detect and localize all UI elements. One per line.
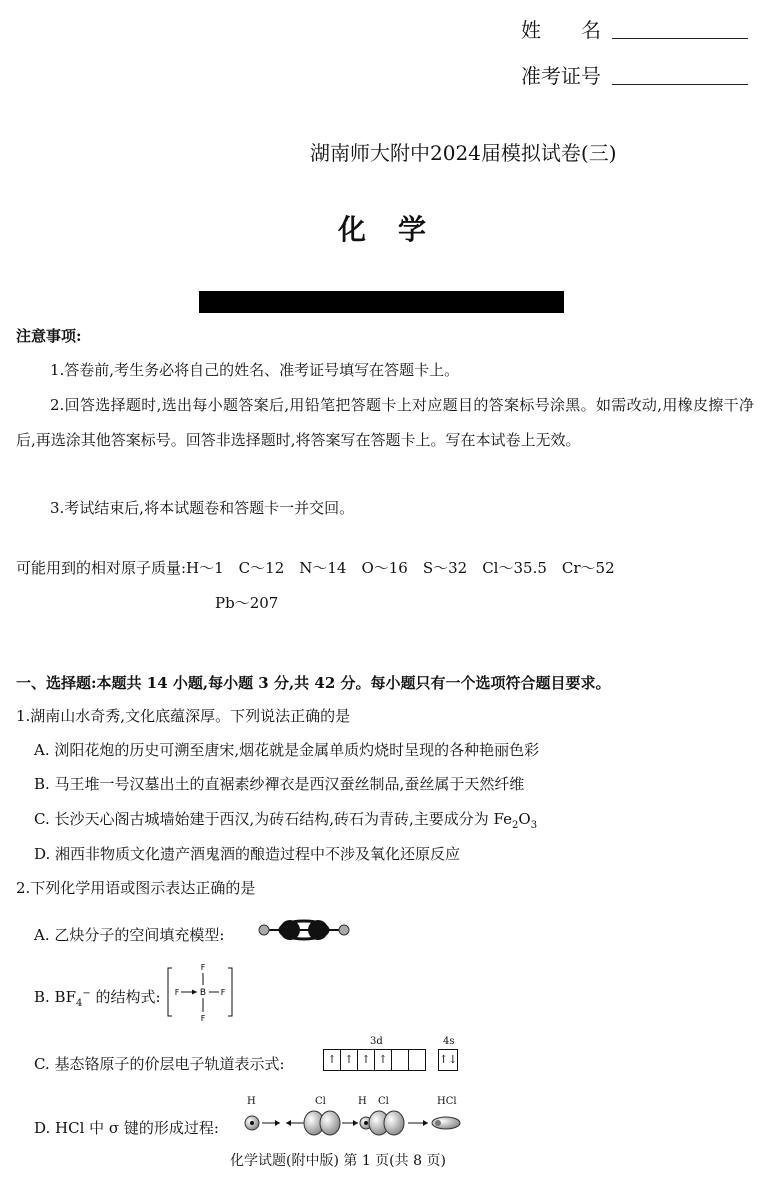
orbital-3d-box-4: ↑ (375, 1050, 392, 1071)
note-item-3: 3.考试结束后,将本试题卷和答题卡一并交回。 (50, 499, 355, 517)
orbital-3d-box-2: ↑ (341, 1050, 358, 1071)
name-input-line[interactable] (612, 38, 748, 39)
orbital-3d-box-3: ↑ (358, 1050, 375, 1071)
hcl-label-cl-2: Cl (378, 1096, 389, 1107)
q2-stem: 2.下列化学用语或图示表达正确的是 (16, 879, 256, 897)
atomic-mass-line-2: Pb～207 (215, 594, 279, 612)
note-item-1: 1.答卷前,考生务必将自己的姓名、准考证号填写在答题卡上。 (50, 361, 460, 379)
notes-heading: 注意事项: (16, 327, 82, 345)
redaction-bar (199, 291, 564, 313)
hcl-label-hcl: HCl (437, 1096, 457, 1107)
q2-option-b-text: B. BF (34, 988, 76, 1006)
q2-b-sub: 4 (76, 998, 83, 1009)
hcl-label-cl-1: Cl (315, 1096, 326, 1107)
subject-title: 化 学 (338, 213, 429, 246)
orbital-3d-box-6 (409, 1050, 426, 1071)
orbital-3d-box-1: ↑ (324, 1050, 341, 1071)
q1-c-sub-1: 2 (512, 820, 519, 831)
orbital-3d-box-5 (392, 1050, 409, 1071)
exam-id-input-line[interactable] (612, 84, 748, 85)
q2-option-b-suffix: 的结构式: (90, 988, 161, 1006)
orbital-4s-cell: ↑↓ (439, 1050, 458, 1071)
exam-title: 湖南师大附中2024届模拟试卷(三) (310, 141, 617, 165)
q2-option-d: D. HCl 中 σ 键的形成过程: (34, 1119, 219, 1137)
q1-option-a: A. 浏阳花炮的历史可溯至唐宋,烟花就是金属单质灼烧时呈现的各种艳丽色彩 (34, 741, 540, 759)
hcl-label-h-2: H (358, 1096, 367, 1107)
q1-stem: 1.湖南山水奇秀,文化底蕴深厚。下列说法正确的是 (16, 707, 351, 725)
orbital-3d-boxes (323, 1049, 426, 1071)
exam-id-label: 准考证号 (521, 64, 601, 88)
bf4-f-top: F (200, 963, 206, 972)
bf4-f-bottom: F (200, 1014, 206, 1023)
q1-option-c (34, 809, 537, 836)
q1-option-b: B. 马王堆一号汉墓出土的直裾素纱襌衣是西汉蚕丝制品,蚕丝属于天然纤维 (34, 775, 525, 793)
orbital-4s-box (438, 1049, 458, 1071)
bf4-f-left: F (174, 988, 180, 997)
q2-b-sup: − (82, 988, 91, 999)
bf4-f-right: F (220, 988, 226, 997)
atomic-mass-line-1: 可能用到的相对原子质量:H～1 C～12 N～14 O～16 S～32 Cl～35.5 Cr～52 (16, 559, 615, 577)
section-1-heading: 一、选择题:本题共 14 小题,每小题 3 分,共 42 分。每小题只有一个选项符合题目要求。 (16, 674, 611, 692)
hcl-label-h-1: H (247, 1096, 256, 1107)
q1-option-c-text: C. 长沙天心阁古城墙始建于西汉,为砖石结构,砖石为青砖,主要成分为 Fe (34, 810, 513, 828)
acetylene-space-filling-model (256, 916, 352, 944)
hcl-sigma-bond-diagram (242, 1107, 466, 1139)
note-item-2: 2.回答选择题时,选出每小题答案后,用铅笔把答题卡上对应题目的答案标号涂黑。如需改动,用橡皮擦干净后,再选涂其他答案标号。回答非选择题时,将答案写在答题卡上。写在本试卷上无效。 (16, 396, 754, 449)
orbital-label-3d: 3d (370, 1036, 383, 1047)
name-label: 姓 名 (521, 18, 601, 42)
page-footer: 化学试题(附中版) 第 1 页(共 8 页) (230, 1153, 446, 1169)
q1-c-oxygen: O (518, 810, 531, 828)
bf4-structure-diagram (166, 960, 238, 1024)
q2-option-a: A. 乙炔分子的空间填充模型: (34, 926, 225, 944)
q1-option-d: D. 湘西非物质文化遗产酒鬼酒的酿造过程中不涉及氧化还原反应 (34, 845, 461, 863)
bf4-b-center: B (199, 988, 207, 998)
q2-option-c: C. 基态铬原子的价层电子轨道表示式: (34, 1055, 285, 1073)
q2-option-b (34, 984, 161, 1014)
orbital-label-4s: 4s (443, 1036, 455, 1047)
q1-c-sub-2: 3 (530, 820, 538, 831)
